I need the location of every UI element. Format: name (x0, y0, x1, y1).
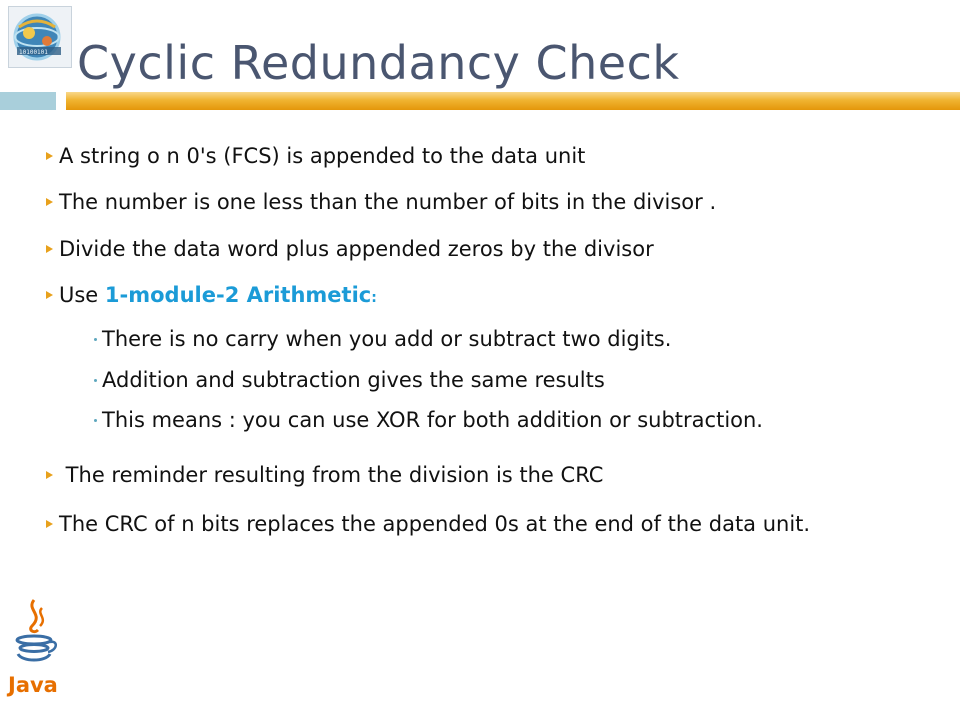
dot-bullet-icon (94, 338, 97, 341)
slide-title: Cyclic Redundancy Check (77, 36, 680, 90)
java-logo-icon (4, 596, 66, 700)
svg-text:10100101: 10100101 (19, 49, 48, 56)
arrow-bullet-icon (46, 291, 53, 299)
highlighted-term: 1-module-2 Arithmetic (104, 283, 372, 307)
arrow-bullet-icon (46, 198, 53, 206)
sub-bullet-text: There is no carry when you add or subtract two digits. (102, 327, 672, 351)
bullet-text: Divide the data word plus appended zeros by the divisor (59, 237, 654, 261)
dot-bullet-icon (94, 379, 97, 382)
sub-bullet-item (94, 368, 944, 392)
arrow-bullet-icon (46, 520, 53, 528)
bullet-item (46, 190, 946, 214)
java-logo-text: Java (8, 673, 58, 697)
bullet-text: The reminder resulting from the division is the CRC (59, 463, 604, 487)
bullet-prefix: Use (59, 283, 105, 307)
bullet-item (46, 463, 946, 487)
bullet-item (46, 144, 946, 168)
sub-bullet-item (94, 408, 944, 432)
arrow-bullet-icon (46, 471, 53, 479)
bullet-item (46, 283, 946, 307)
bullet-text: A string o n 0's (FCS) is appended to the data unit (59, 144, 586, 168)
arrow-bullet-icon (46, 152, 53, 160)
sub-bullet-item (94, 327, 944, 351)
sub-bullet-text: Addition and subtraction gives the same results (102, 368, 605, 392)
bullet-text: The CRC of n bits replaces the appended 0s at the end of the data unit. (59, 512, 811, 536)
bullet-text: The number is one less than the number of bits in the divisor . (59, 190, 717, 214)
bullet-item (46, 506, 926, 542)
arrow-bullet-icon (46, 245, 53, 253)
sub-bullet-text: This means : you can use XOR for both addition or subtraction. (102, 408, 763, 432)
highlight-colon: : (371, 290, 377, 306)
bullet-item (46, 237, 946, 261)
dot-bullet-icon (94, 419, 97, 422)
